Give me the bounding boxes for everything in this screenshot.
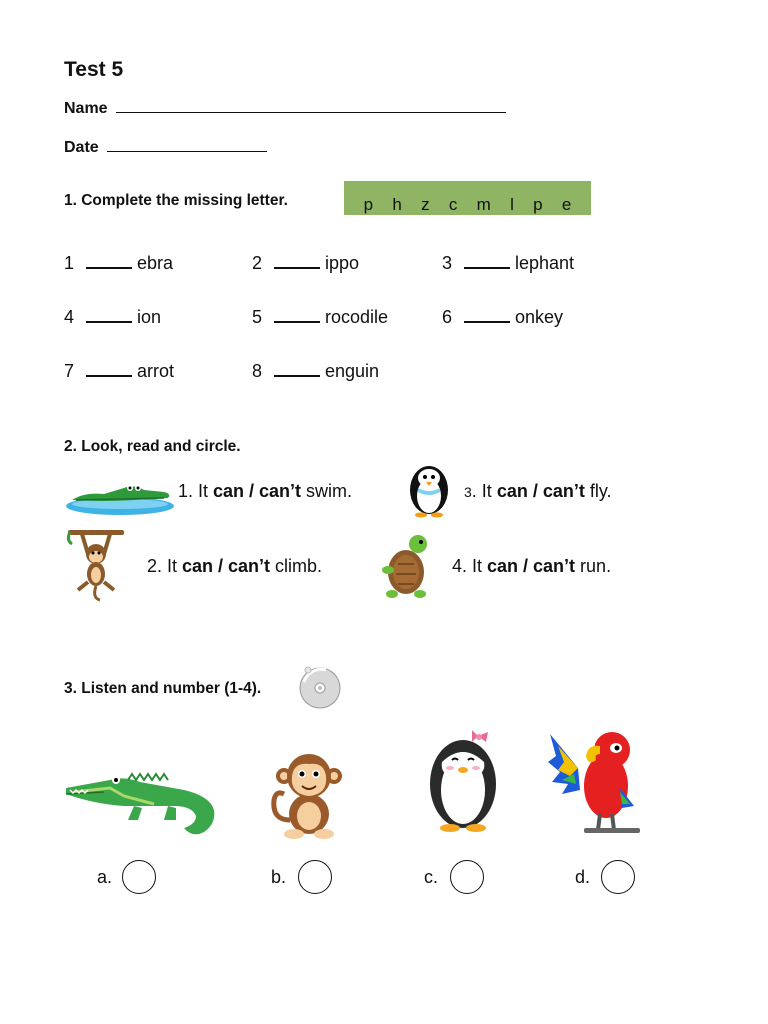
item-number: 3	[442, 253, 453, 273]
letter-bank-letter: z	[421, 195, 430, 214]
item-number: 1	[64, 253, 75, 273]
crocodile-icon	[64, 766, 220, 838]
word-item	[64, 361, 174, 382]
sentence-prefix: 1. It	[178, 481, 214, 501]
word-ending: onkey	[515, 307, 564, 327]
word-item	[442, 253, 574, 274]
word-ending: ebra	[137, 253, 174, 273]
answer-circle-b[interactable]	[298, 860, 332, 894]
monkey-icon	[270, 750, 348, 840]
item-number: 2	[252, 253, 263, 273]
sentence-verb: run.	[575, 556, 612, 576]
cd-icon	[296, 664, 346, 710]
answer-circle-a[interactable]	[122, 860, 156, 894]
item-number: 4	[64, 307, 75, 327]
sentence-prefix: 4. It	[452, 556, 488, 576]
letter-bank-letter: m	[476, 195, 491, 214]
sentence-verb: climb.	[270, 556, 323, 576]
answer-blank[interactable]	[274, 361, 320, 377]
date-field[interactable]	[64, 137, 267, 157]
option-label: d.	[575, 867, 591, 887]
answer-blank[interactable]	[86, 307, 132, 323]
word-ending: arrot	[137, 361, 175, 381]
item-number: 6	[442, 307, 453, 327]
word-item	[252, 253, 359, 274]
item-number: 8	[252, 361, 263, 381]
letter-bank-letter: e	[561, 195, 572, 214]
letter-bank-letter: p	[533, 195, 543, 214]
can-cant-choice[interactable]: can / can’t	[487, 556, 576, 576]
word-item	[252, 361, 379, 382]
word-item	[64, 253, 173, 274]
sentence-verb: fly.	[584, 481, 612, 501]
circle-sentence-2	[147, 556, 322, 577]
parrot-icon	[548, 726, 642, 838]
answer-blank[interactable]	[464, 307, 510, 323]
letter-bank	[344, 181, 591, 215]
option-label: b.	[271, 867, 287, 887]
penguin-icon	[422, 728, 504, 834]
sentence-prefix: 2. It	[147, 556, 183, 576]
page-title: Test 5	[64, 58, 124, 81]
answer-circle-d[interactable]	[601, 860, 635, 894]
crocodile-in-water-icon	[64, 474, 176, 516]
option-label: c.	[424, 867, 439, 887]
word-ending: ippo	[325, 253, 360, 273]
date-label: Date	[64, 139, 99, 156]
date-line[interactable]	[107, 137, 267, 152]
can-cant-choice[interactable]: can / can’t	[213, 481, 302, 501]
word-ending: enguin	[325, 361, 380, 381]
circle-sentence-1	[178, 481, 352, 502]
answer-blank[interactable]	[86, 361, 132, 377]
word-item	[64, 307, 161, 328]
answer-circle-c[interactable]	[450, 860, 484, 894]
section-2-heading: 2. Look, read and circle.	[64, 438, 241, 455]
section-1-heading: 1. Complete the missing letter.	[64, 192, 288, 209]
item-number: 7	[64, 361, 75, 381]
can-cant-choice[interactable]: can / can’t	[182, 556, 271, 576]
letter-bank-letter: h	[392, 195, 402, 214]
hanging-monkey-icon	[64, 528, 126, 602]
letter-bank-letter: l	[510, 195, 514, 214]
word-ending: lephant	[515, 253, 575, 273]
item-number: 5	[252, 307, 263, 327]
turtle-icon	[380, 532, 434, 602]
can-cant-choice[interactable]: can / can’t	[496, 481, 585, 501]
name-line[interactable]	[116, 98, 506, 113]
sentence-verb: swim.	[301, 481, 353, 501]
answer-blank[interactable]	[274, 253, 320, 269]
letter-bank-letter: c	[448, 195, 458, 214]
word-ending: rocodile	[325, 307, 389, 327]
answer-blank[interactable]	[464, 253, 510, 269]
answer-blank[interactable]	[86, 253, 132, 269]
section-3-heading: 3. Listen and number (1-4).	[64, 680, 262, 697]
answer-blank[interactable]	[274, 307, 320, 323]
circle-sentence-3	[464, 481, 612, 502]
word-ending: ion	[137, 307, 162, 327]
penguin-icon	[406, 460, 452, 518]
word-item	[252, 307, 388, 328]
name-label: Name	[64, 100, 108, 117]
circle-sentence-4	[452, 556, 611, 577]
letter-bank-letter: p	[363, 195, 374, 214]
name-field[interactable]	[64, 98, 506, 118]
item-number: 3	[464, 484, 472, 500]
word-item	[442, 307, 563, 328]
option-label: a.	[97, 867, 113, 887]
sentence-prefix: . It	[471, 481, 497, 501]
